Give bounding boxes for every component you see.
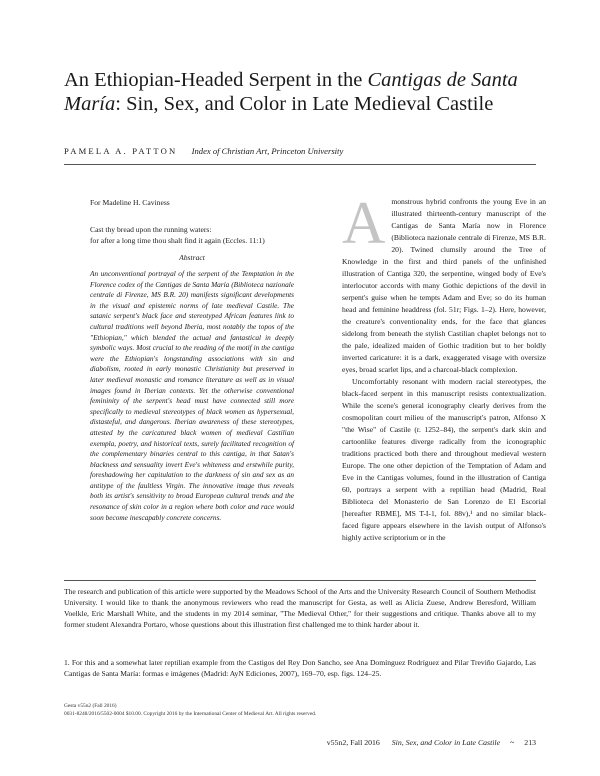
title-part-2: : Sin, Sex, and Color in Late Medieval Castile [115,93,494,115]
footer-running-title: Sin, Sex, and Color in Late Castile [391,738,501,747]
acknowledgement-text: The research and publication of this article were supported by the Meadows School of the Arts and the University Research Council of Southern Methodist University. I would like to thank the anonymous reviewers who read the manuscript for Gesta, as well as Alicia Zuese, Andrew Beresford, William Voelkle, Eric Marshall White, and the students in my 2014 seminar, "The Medieval Other," for their suggestions and critique. Thanks above all to my former student Alexandra Portaro, whose questions about this illustration first challenged me to think harder about it. [64,587,536,629]
body-paragraph-2: Uncomfortably resonant with modern racial stereotypes, the black-faced serpent in this manuscript resists contextualization. While the scene's general iconography clearly derives from the cosmopolitan court milieu of the manuscript's patron, Alfonso X "the Wise" of Castile (r. 1252–84), the serpent's dark skin and cartoonlike features diverge radically from the iconographic traditions practiced both there and throughout medieval western Europe. The one other depiction of the Temptation of Adam and Eve in the Cantigas volumes, found in the illustration of Cantiga 60, portrays a serpent with a reptilian head (Madrid, Real Biblioteca del Monasterio de San Lorenzo de El Escorial [hereafter RBME], MS T-I-1, fol. 88v),¹ and no similar black-faced figure appears elsewhere in the lavish output of Alfonso's highly active scriptorium or in the [342,377,546,542]
body-paragraph-1: monstrous hybrid confronts the young Eve in an illustrated thirteenth-century manuscript of the Cantigas de Santa María now in Florence (Biblioteca nazionale centrale di Firenze, MS B.R. 20). Twined clumsily around the Tree of Knowledge in the first and third panels of the unfinished illustration of Cantiga 320, the serpentine, winged body of Eve's interlocutor accords with many Gothic depictions of the devil in serpent's guise when he tempts Adam and Eve; so do its human head and feminine headdress (fol. 51r; Figs. 1–2). Here, however, the creature's conventionality ends, for the face that glances sidelong from beneath the stylish Castilian chaplet belongs not to the pale, idealized maiden of Gothic tradition but to her boldly inverted caricature: it is a dark, exaggerated visage with oversize eyes, broad scarlet lips, and a charcoal-black complexion. [342,197,546,374]
footnote-1-text: 1. For this and a somewhat later reptilian example from the Castigos del Rey Don Sancho, see Ana Domínguez Rodríguez and Pilar Treviño Gajardo, Las Cantigas de Santa María: formas e imágenes (Madrid: AyN Ediciones, 2007), 169–70, esp. figs. 124–25. [64,658,536,678]
body-column [342,190,546,544]
page-footer [327,738,536,747]
author-name: PAMELA A. PATTON [64,146,178,156]
abstract-heading: Abstract [179,253,205,262]
byline [64,146,343,156]
title-italic-cantigas: Cantigas de Santa María [64,69,518,115]
drop-cap: A [342,190,386,256]
page-number: 213 [524,738,536,747]
dedication: For Madeline H. Caviness [90,198,170,207]
title-part-1: An Ethiopian-Headed Serpent in the [64,69,368,91]
author-affiliation: Index of Christian Art, Princeton University [191,146,344,156]
footnote-1 [64,657,536,679]
epigraph-line-1: Cast thy bread upon the running waters: [90,225,212,234]
journal-line: Gesta v55n2 (Fall 2016) [64,703,117,709]
article-title [64,68,564,116]
publication-info [64,702,316,718]
notes-divider [64,580,536,581]
epigraph-line-2: for after a long time thou shalt find it again (Eccles. 11:1) [90,236,265,245]
acknowledgement-note [64,586,536,630]
copyright-line: 0031-8248/2016/5502-0004 $10.00. Copyright 2016 by the International Center of Medieval Art. All rights reserved. [64,711,317,717]
header-divider [64,164,536,165]
abstract-text: An unconventional portrayal of the serpent of the Temptation in the Florence codex of the Cantigas de Santa María (Biblioteca nazionale centrale di Firenze, MS B.R. 20) manifests significant developments in the visual and epistemic norms of late medieval Castile. The satanic serpent's black face and stereotyped African features link to cultural traditions well beyond Iberia, most notably the topos of the "Ethiopian," which blended the actual and fantastical in deeply symbolic ways. Most crucial to the reading of the motif in the cantiga were the Ethiopian's longstanding associations with sin and diabolism, rooted in early monastic Christianity but preserved in later medieval monastic and romance literature as well as in visual images found in Iberian contexts. Yet the otherwise conventional femininity of the serpent's head must have connected still more specifically to medieval stereotypes of black women as hypersexual, distasteful, and dangerous. Iberian awareness of these stereotypes, attested by the caricatured black women of medieval Castilian exempla, poetry, and historical texts, surely facilitated recognition of the complementary binaries central to this cantiga, in that Satan's blackness and sensuality invert Eve's whiteness and erstwhile purity, foreshadowing her capitulation to the darkness of sin and sex as an antitype of the faultless Virgin. The innovative image thus reveals both its artist's sensitivity to broad European cultural trends and the resonance of skin color in a region where both color and race would soon become inescapably concrete concerns. [90,269,294,522]
footer-issue: v55n2, Fall 2016 [326,738,380,747]
front-matter-column [90,197,294,523]
ornament-icon: ~ [510,738,515,747]
